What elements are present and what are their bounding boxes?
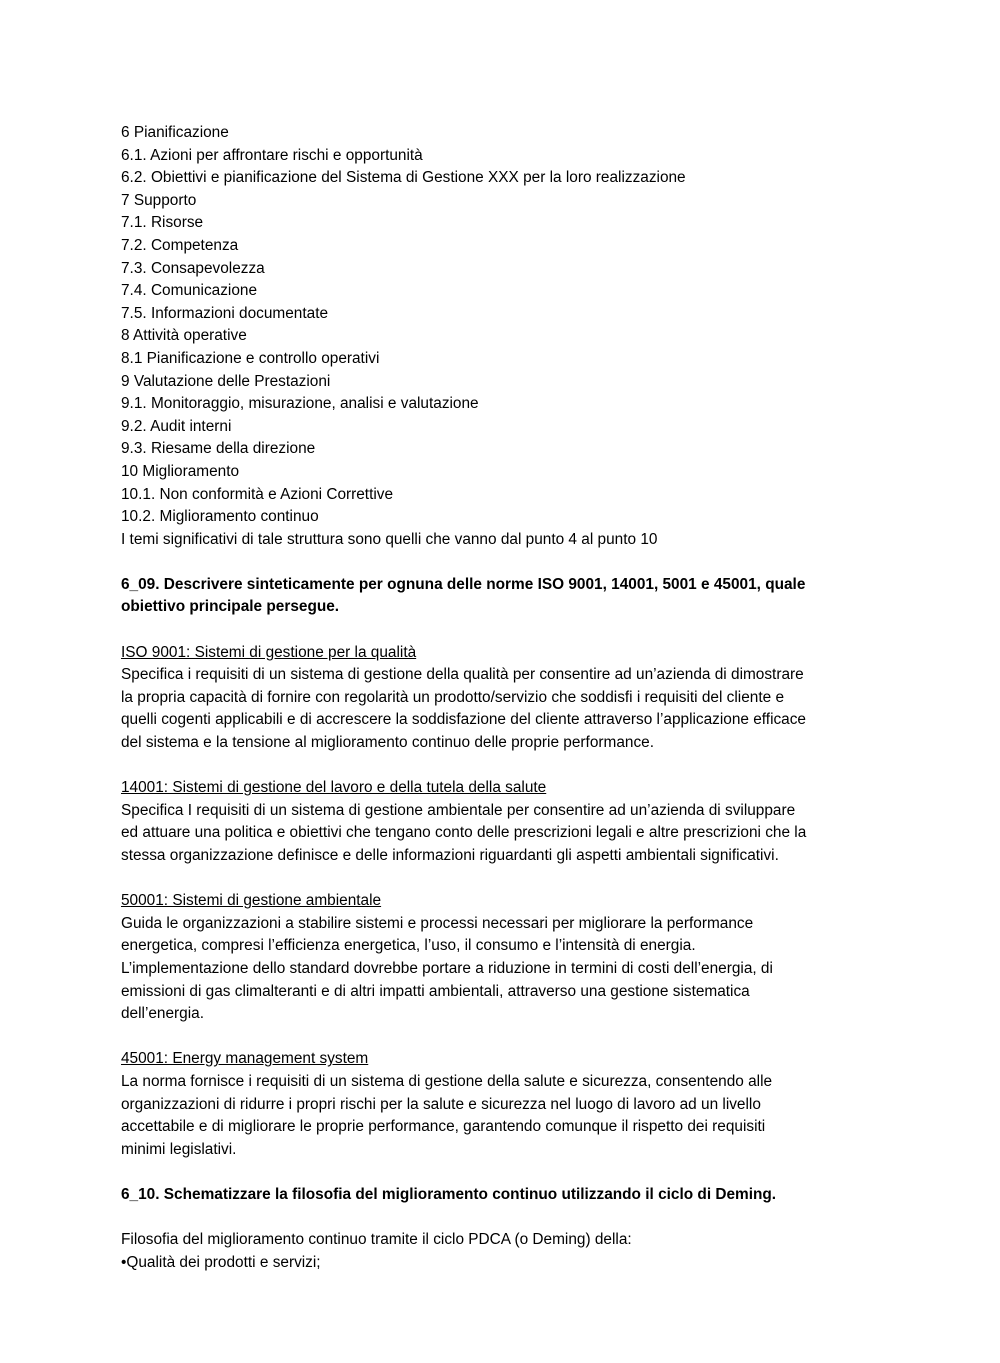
toc-line: 9.3. Riesame della direzione: [121, 440, 316, 458]
section-heading: ISO 9001: Sistemi di gestione per la qualità: [121, 643, 417, 661]
toc-note: I temi significativi di tale struttura sono quelli che vanno dal punto 4 al punto 10: [121, 530, 658, 548]
toc-line: 10.2. Miglioramento continuo: [121, 508, 319, 526]
toc-line: 6.1. Azioni per affrontare rischi e opportunità: [121, 146, 423, 164]
toc-line: 8.1 Pianificazione e controllo operativi: [121, 349, 380, 367]
paragraph-line: Filosofia del miglioramento continuo tramite il ciclo PDCA (o Deming) della:: [121, 1231, 632, 1249]
toc-line: 7.1. Risorse: [121, 214, 204, 232]
paragraph-line: stessa organizzazione definisce e delle informazioni riguardanti gli aspetti ambientali significativi.: [121, 847, 779, 864]
section-iso-9001: [121, 642, 890, 755]
section-heading: 50001: Sistemi di gestione ambientale: [121, 892, 382, 910]
paragraph-line: L’implementazione dello standard dovrebbe portare a riduzione in termini di costi dell’energia, di: [121, 959, 773, 977]
toc-line: 6 Pianificazione: [121, 124, 229, 141]
paragraph-line: del sistema e la tensione al miglioramento continuo delle proprie performance.: [121, 734, 654, 752]
paragraph-line: Guida le organizzazioni a stabilire sistemi e processi necessari per migliorare la performance: [121, 914, 754, 932]
paragraph-line: dell’energia.: [121, 1005, 204, 1023]
section-iso-50001: [121, 890, 890, 1026]
section-iso-45001: [121, 1048, 890, 1161]
question-line: 6_09. Descrivere sinteticamente per ognuna delle norme ISO 9001, 14001, 5001 e 45001, quale: [121, 575, 806, 593]
paragraph-line: accettabile e di migliorare le proprie performance, garantendo comunque il rispetto dei requisiti: [121, 1118, 766, 1136]
paragraph-line: ed attuare una politica e obiettivi che tengano conto delle prescrizioni legali e altre prescrizioni che la: [121, 824, 807, 842]
bullet-item: •Qualità dei prodotti e servizi;: [121, 1253, 321, 1271]
section-deming: [121, 1229, 890, 1274]
toc-line: 9 Valutazione delle Prestazioni: [121, 372, 331, 390]
toc-line: 7.2. Competenza: [121, 236, 239, 254]
paragraph-line: energetica, compresi l’efficienza energetica, l’uso, il consumo e l’intensità di energia.: [121, 937, 696, 955]
section-iso-14001: [121, 777, 890, 867]
toc-line: 8 Attività operative: [121, 327, 247, 345]
toc-line: 7.5. Informazioni documentate: [121, 304, 329, 322]
table-of-contents: [121, 122, 890, 551]
paragraph-line: Specifica i requisiti di un sistema di gestione della qualità per consentire ad un’azienda di dimostrare: [121, 666, 804, 684]
toc-line: 9.2. Audit interni: [121, 417, 232, 435]
paragraph-line: minimi legislativi.: [121, 1140, 237, 1158]
toc-line: 7.3. Consapevolezza: [121, 259, 265, 277]
toc-line: 10.1. Non conformità e Azioni Correttive: [121, 485, 394, 503]
paragraph-line: la propria capacità di fornire con regolarità un prodotto/servizio che soddisfi i requisiti del cliente e: [121, 688, 785, 706]
paragraph-line: La norma fornisce i requisiti di un sistema di gestione della salute e sicurezza, consentendo alle: [121, 1072, 773, 1090]
section-heading: 14001: Sistemi di gestione del lavoro e della tutela della salute: [121, 779, 547, 797]
toc-line: 6.2. Obiettivi e pianificazione del Sistema di Gestione XXX per la loro realizzazione: [121, 169, 686, 187]
toc-line: 10 Miglioramento: [121, 462, 240, 480]
question-6-09: [121, 574, 890, 619]
paragraph-line: emissioni di gas climalteranti e di altri impatti ambientali, attraverso una gestione sistematica: [121, 982, 750, 1000]
toc-line: 7.4. Comunicazione: [121, 282, 258, 300]
section-heading: 45001: Energy management system: [121, 1050, 369, 1068]
paragraph-line: organizzazioni di ridurre i propri rischi per la salute e sicurezza nel luogo di lavoro ad un livello: [121, 1095, 761, 1113]
question-6-10: 6_10. Schematizzare la filosofia del miglioramento continuo utilizzando il ciclo di Deming.: [121, 1185, 777, 1203]
toc-line: 9.1. Monitoraggio, misurazione, analisi e valutazione: [121, 395, 479, 413]
paragraph-line: quelli cogenti applicabili e di accrescere la soddisfazione del cliente attraverso l’applicazione efficace: [121, 711, 806, 729]
toc-line: 7 Supporto: [121, 191, 197, 209]
question-line: obiettivo principale persegue.: [121, 598, 340, 616]
paragraph-line: Specifica I requisiti di un sistema di gestione ambientale per consentire ad un’azienda di sviluppare: [121, 801, 796, 819]
